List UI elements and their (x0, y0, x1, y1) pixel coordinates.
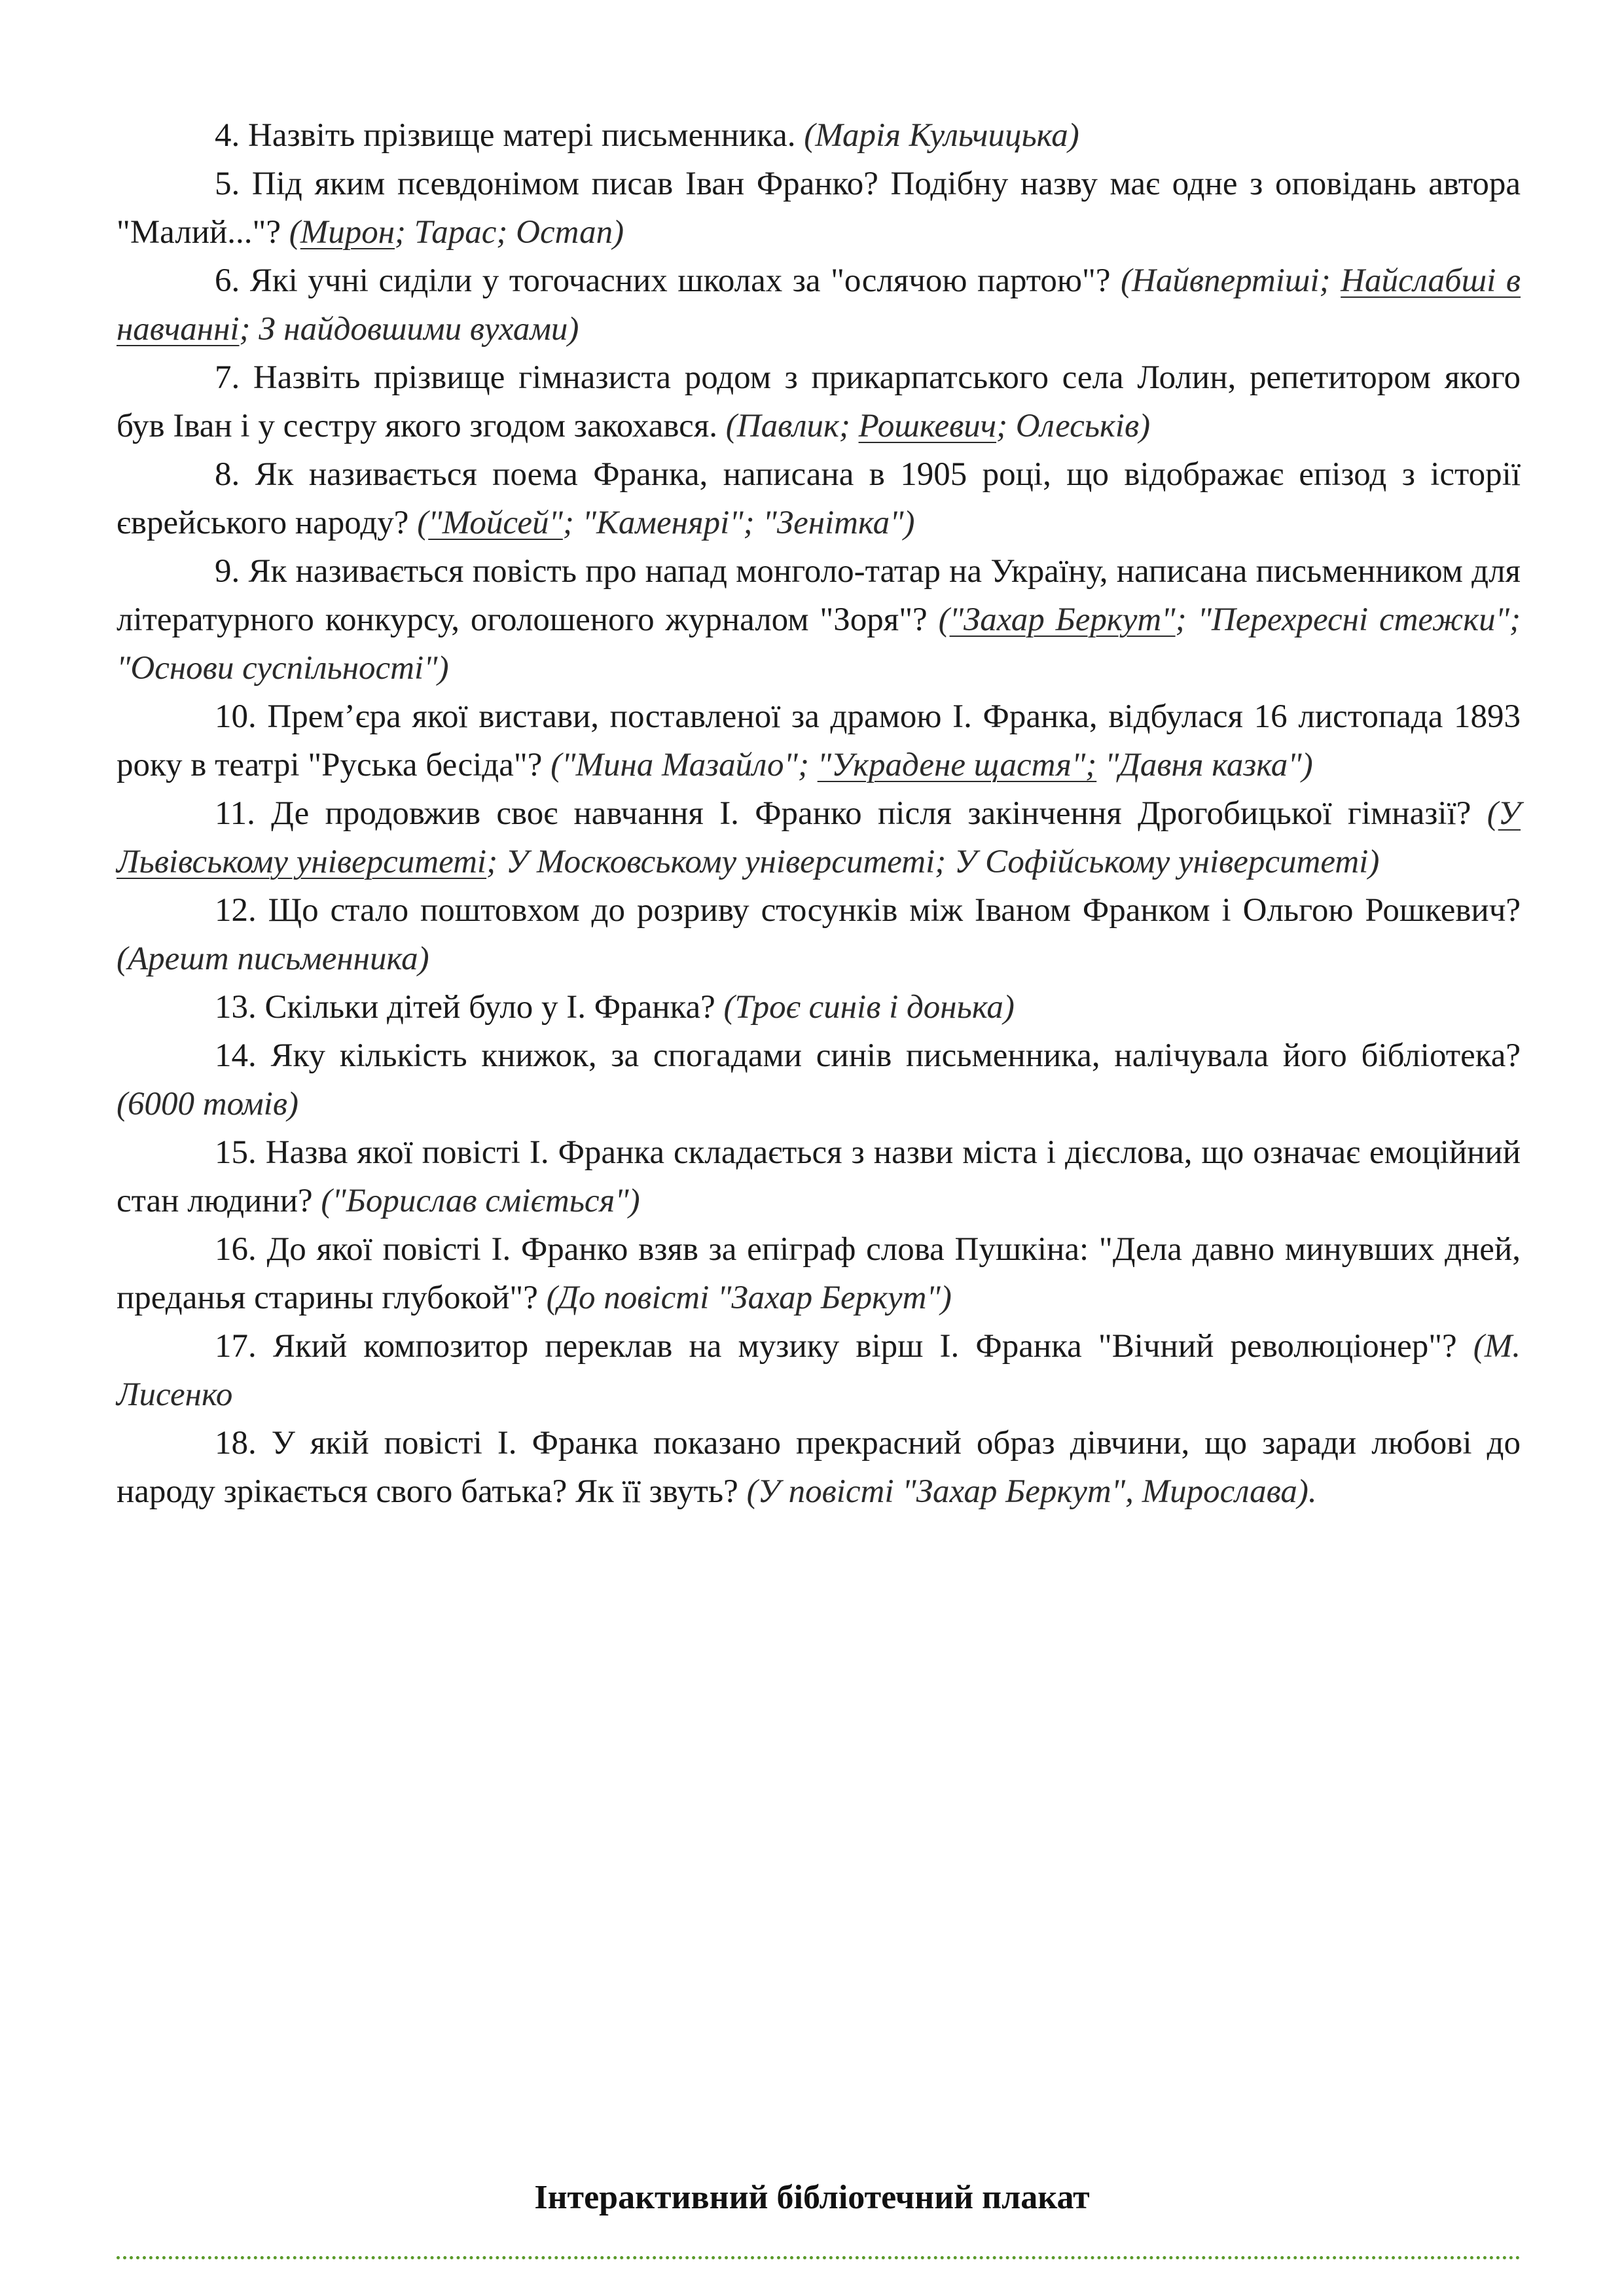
question-text: 11. Де продовжив своє навчання І. Франко після закінчення Дрогобицької гімназії? (215, 795, 1487, 832)
answer-options (747, 1473, 1317, 1510)
question-text: 6. Які учні сиділи у тогочасних школах за "ослячою партою"? (215, 262, 1121, 299)
question-text: 17. Який композитор переклав на музику вірш І. Франка "Вічний революціонер"? (215, 1328, 1473, 1365)
answer-text: ("Мина Мазайло"; (550, 747, 818, 783)
answer-text: (До повісті "Захар Беркут") (546, 1280, 952, 1316)
question-text: 14. Яку кількість книжок, за спогадами синів письменника, налічувала його бібліотека? (215, 1037, 1521, 1074)
correct-answer: Рошкевич (858, 408, 997, 444)
question-item (117, 1322, 1521, 1419)
answer-text: (У повісті "Захар Беркут", Мирослава). (746, 1473, 1317, 1510)
answer-text: (6000 томів) (117, 1086, 298, 1122)
answer-options (289, 214, 624, 251)
answer-text: (Павлик; (725, 408, 859, 444)
answer-text: (Троє синів і донька) (723, 989, 1015, 1026)
answer-text: ; Тарас; Остап) (395, 214, 624, 251)
question-text: 7. Назвіть прізвище гімназиста родом з прикарпатського села Лолин, репетитором якого був Іван і у сестру якого згодом закохався. (117, 359, 1521, 444)
question-text: 9. Як називається повість про напад монголо-татар на Україну, написана письменником для літературного конкурсу, оголошеного журналом "Зоря"? (117, 553, 1521, 638)
correct-answer: "Захар Беркут" (949, 601, 1176, 638)
answer-text: ; "Перехресні стежки"; "Основи суспільності") (117, 601, 1521, 687)
answer-text: ( (289, 214, 300, 251)
question-text: 8. Як називається поема Франка, написана в 1905 році, що відображає епізод з історії єврейського народу? (117, 456, 1521, 541)
question-text: 18. У якій повісті І. Франка показано прекрасний образ дівчини, що заради любові до народу зрікається свого батька? Як її звуть? (117, 1425, 1521, 1510)
answer-text: ("Борислав сміється") (321, 1183, 640, 1219)
question-item (117, 1128, 1521, 1225)
correct-answer: "Мойсей" (428, 505, 563, 541)
answer-options (117, 1086, 298, 1122)
question-item (117, 547, 1521, 692)
question-item (117, 789, 1521, 886)
answer-text: ; У Московському університеті; У Софійському університеті) (486, 844, 1380, 880)
question-list (117, 111, 1521, 1516)
answer-options (321, 1183, 640, 1219)
question-item (117, 692, 1521, 789)
question-text: 4. Назвіть прізвище матері письменника. (215, 117, 804, 154)
correct-answer: Мирон (300, 214, 395, 251)
question-text: 15. Назва якої повісті І. Франка складається з назви міста і дієслова, що означає емоційний стан людини? (117, 1134, 1521, 1219)
answer-options (804, 117, 1079, 154)
question-item (117, 1031, 1521, 1128)
answer-options (547, 1280, 952, 1316)
answer-text: (М. Лисенко (117, 1328, 1521, 1413)
question-item (117, 1225, 1521, 1322)
answer-text: ; З найдовшими вухами) (239, 311, 579, 348)
question-item (117, 257, 1521, 353)
answer-options (724, 989, 1015, 1026)
question-item (117, 353, 1521, 450)
question-text: 10. Прем’єра якої вистави, поставленої за драмою І. Франка, відбулася 16 листопада 1893 року в театрі "Руська бесіда"? (117, 698, 1521, 783)
question-item (117, 111, 1521, 160)
answer-options (117, 941, 429, 977)
question-item (117, 450, 1521, 547)
question-item (117, 983, 1521, 1031)
answer-options (726, 408, 1150, 444)
answer-text: ( (417, 505, 429, 541)
correct-answer: "Украдене щастя"; (817, 747, 1097, 783)
answer-options (417, 505, 914, 541)
answer-text: ( (938, 601, 950, 638)
question-item (117, 886, 1521, 983)
footer-title: Інтерактивний бібліотечний плакат (534, 2179, 1090, 2216)
question-text: 16. До якої повісті І. Франко взяв за епіграф слова Пушкіна: "Дела давно минувших дней, преданья старины глубокой"? (117, 1231, 1521, 1316)
answer-text: ; Олеськів) (996, 408, 1151, 444)
question-item (117, 160, 1521, 257)
question-item (117, 1419, 1521, 1516)
answer-text: "Давня казка") (1096, 747, 1313, 783)
correct-answer: Найслабші в навчанні (117, 262, 1521, 348)
answer-text: ( (1487, 795, 1498, 832)
correct-answer: У Львівському університеті (117, 795, 1521, 880)
answer-text: (Марія Кульчицька) (804, 117, 1079, 154)
question-text: 13. Скільки дітей було у І. Франка? (215, 989, 724, 1026)
answer-text: ; "Каменярі"; "Зенітка") (562, 505, 915, 541)
question-text: 12. Що стало поштовхом до розриву стосунків між Іваном Франком і Ольгою Рошкевич? (215, 892, 1521, 929)
answer-text: (Арешт письменника) (117, 941, 429, 977)
answer-options (550, 747, 1313, 783)
answer-text: (Найвпертіші; (1121, 262, 1341, 299)
footer-divider (117, 2256, 1521, 2259)
question-text: 5. Під яким псевдонімом писав Іван Франко? Подібну назву має одне з оповідань автора "Малий..."? (117, 166, 1521, 251)
